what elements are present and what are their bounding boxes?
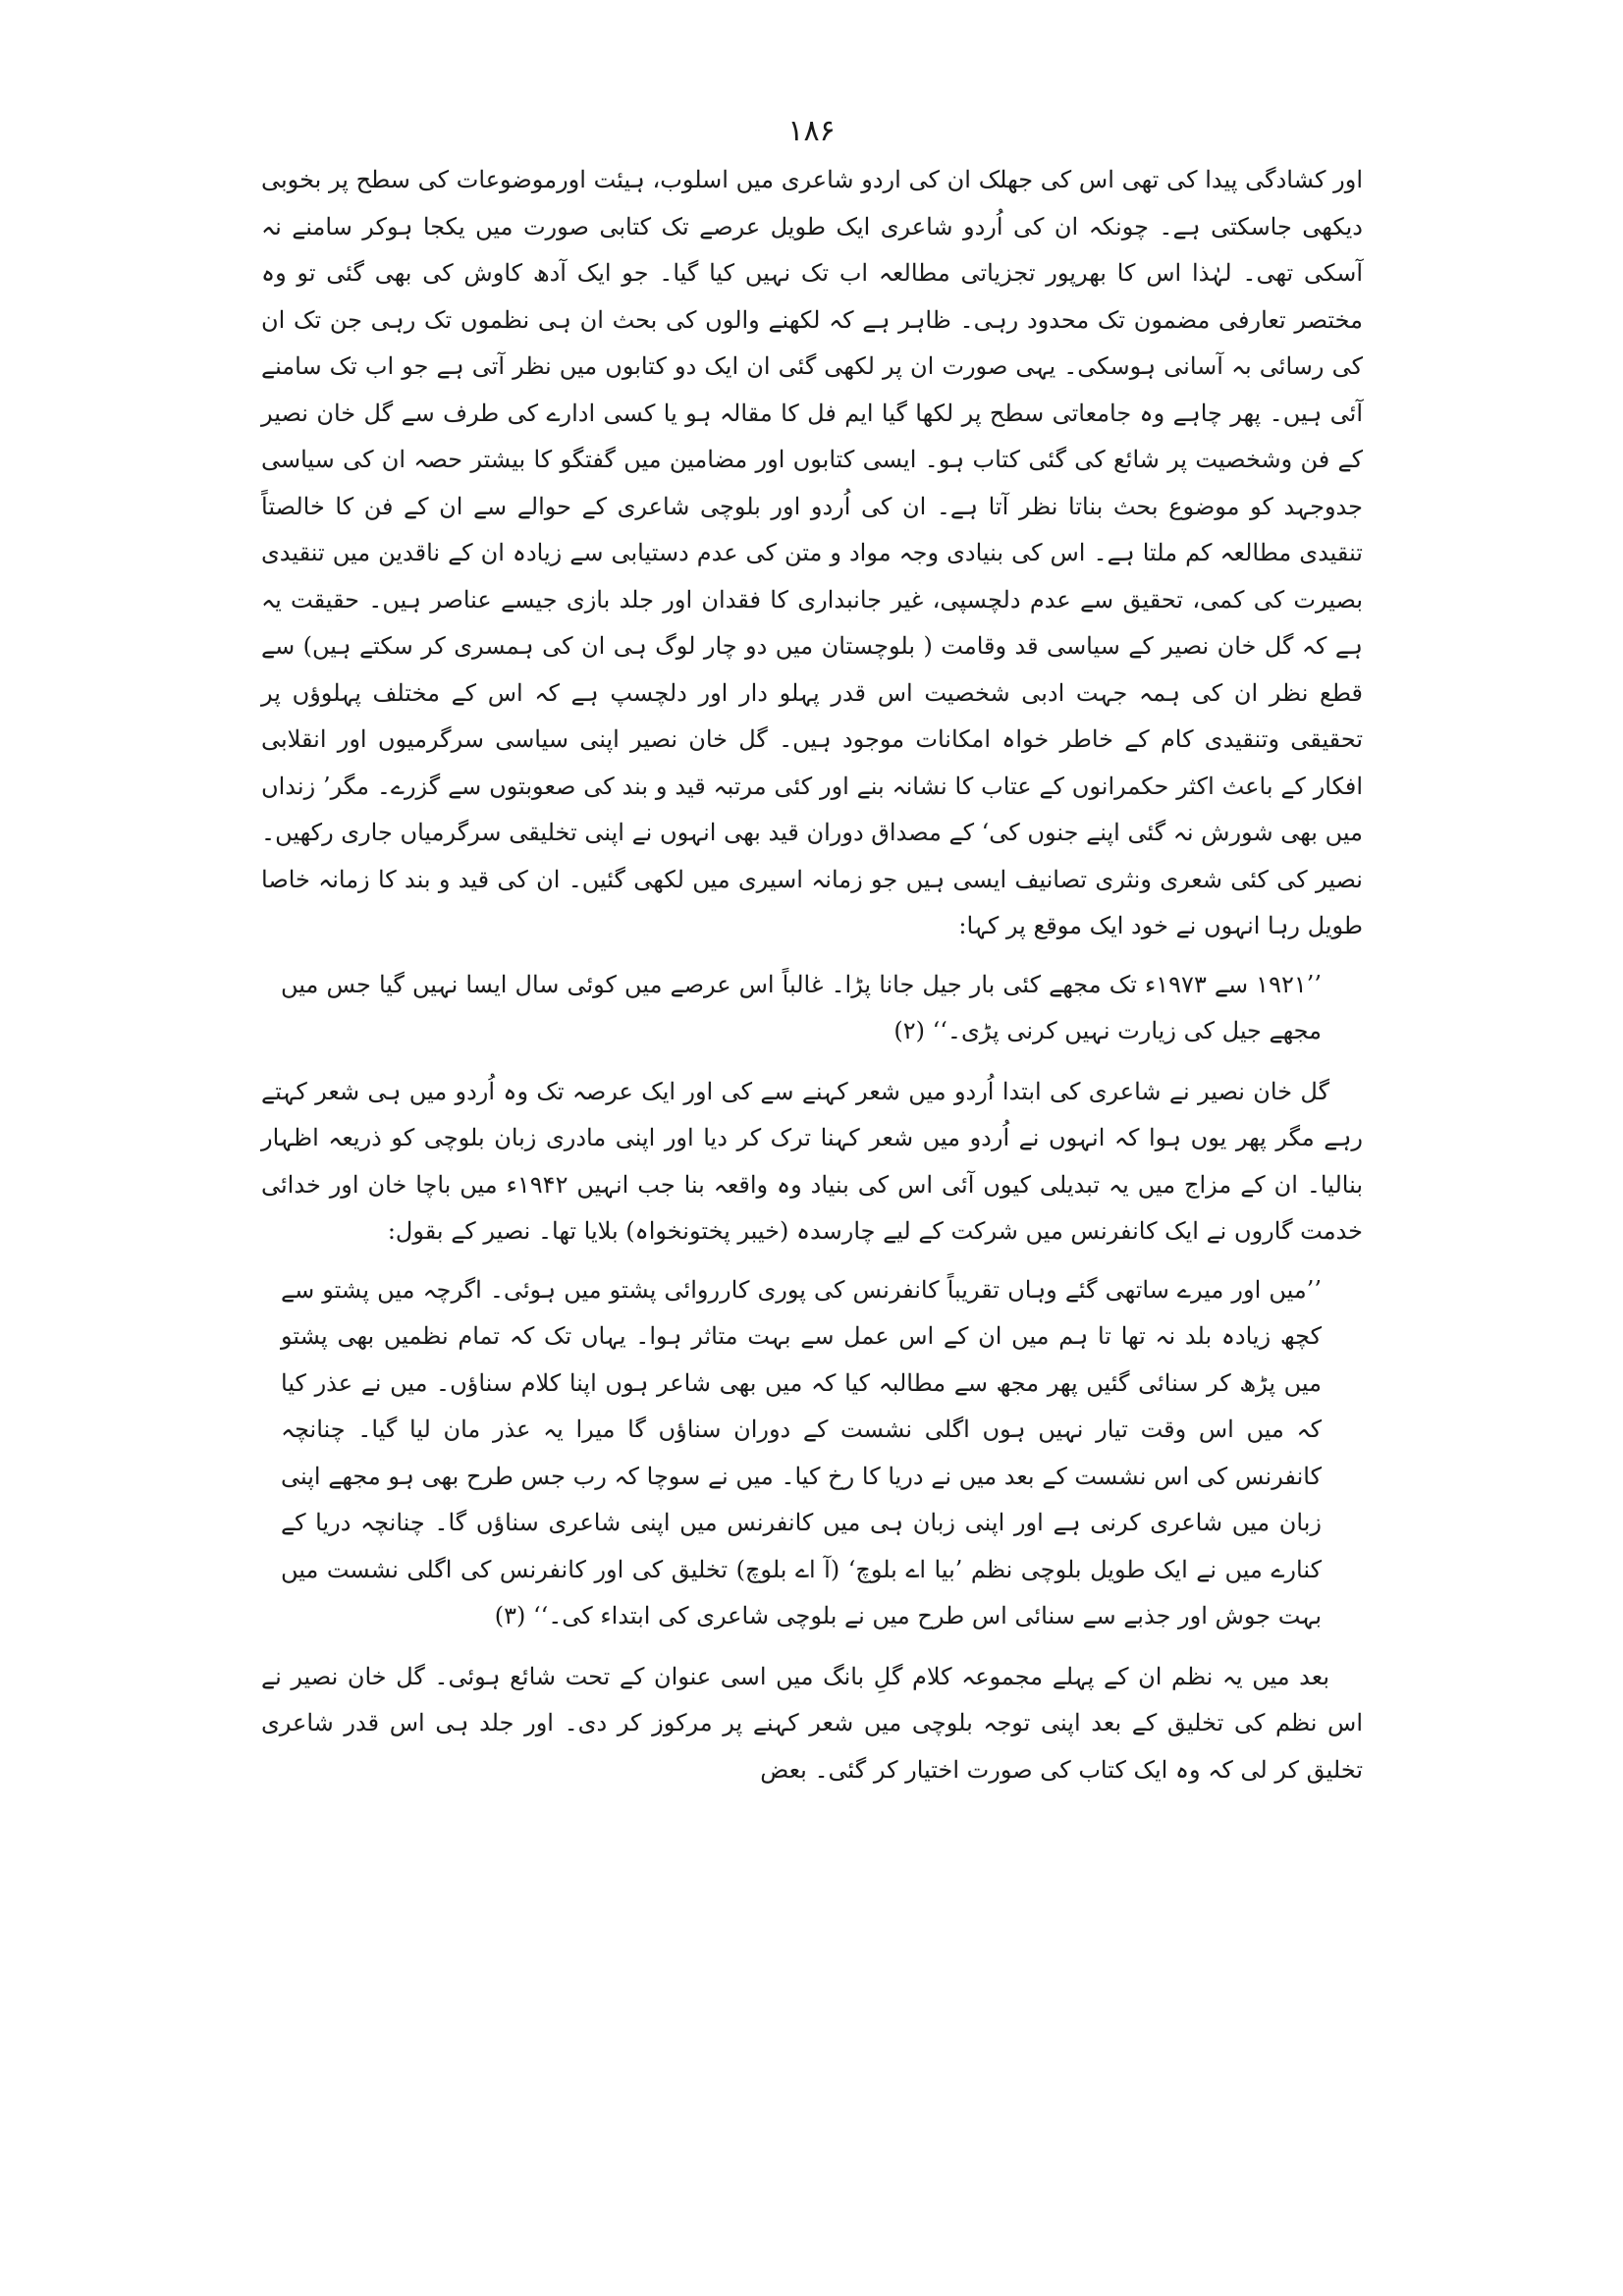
paragraph-intro: اور کشادگی پیدا کی تھی اس کی جھلک ان کی اردو شاعری میں اسلوب، ہیئت اورموضوعات کی سطح پر بخوبی دیکھی جاسکتی ہے۔ چونکہ ان کی اُردو شاعری ایک طویل عرصے تک کتابی صورت میں یکجا ہوکر سامنے نہ آسکی تھی۔ لہٰذا اس کا بھرپور تجزیاتی مطالعہ اب تک نہیں کیا گیا۔ جو ایک آدھ کاوش کی بھی گئی تو وہ مختصر تعارفی مضمون تک محدود رہی۔ ظاہر ہے کہ لکھنے والوں کی بحث ان ہی نظموں تک رہی جن تک ان کی رسائی بہ آسانی ہوسکی۔ یہی صورت ان پر لکھی گئی ان ایک دو کتابوں میں نظر آتی ہے جو اب تک سامنے آئی ہیں۔ پھر چاہے وہ جامعاتی سطح پر لکھا گیا ایم فل کا مقالہ ہو یا کسی ادارے کی طرف سے گل خان نصیر کے فن وشخصیت پر شائع کی گئی کتاب ہو۔ ایسی کتابوں اور مضامین میں گفتگو کا بیشتر حصہ ان کی سیاسی جدوجہد کو موضوع بحث بناتا نظر آتا ہے۔ ان کی اُردو اور بلوچی شاعری کے حوالے سے ان کے فن کا خالصتاً تنقیدی مطالعہ کم ملتا ہے۔ اس کی بنیادی وجہ مواد و متن کی عدم دستیابی سے زیادہ ان کے ناقدین میں تنقیدی بصیرت کی کمی، تحقیق سے عدم دلچسپی، غیر جانبداری کا فقدان اور جلد بازی جیسے عناصر ہیں۔ حقیقت یہ ہے کہ گل خان نصیر کے سیاسی قد وقامت ( بلوچستان میں دو چار لوگ ہی ان کی ہمسری کر سکتے ہیں) سے قطع نظر ان کی ہمہ جہت ادبی شخصیت اس قدر پہلو دار اور دلچسپ ہے کہ اس کے مختلف پہلوؤں پر تحقیقی وتنقیدی کام کے خاطر خواہ امکانات موجود ہیں۔ گل خان نصیر اپنی سیاسی سرگرمیوں اور انقلابی افکار کے باعث اکثر حکمرانوں کے عتاب کا نشانہ بنے اور کئی مرتبہ قید و بند کی صعوبتوں سے گزرے۔ مگر’ زنداں میں بھی شورش نہ گئی اپنے جنوں کی‘ کے مصداق دوران قید بھی انہوں نے اپنی تخلیقی سرگرمیاں جاری رکھیں۔ نصیر کی کئی شعری ونثری تصانیف ایسی ہیں جو زمانہ اسیری میں لکھی گئیں۔ ان کی قید و بند کا زمانہ خاصا طویل رہا انہوں نے خود ایک موقع پر کہا:	[261, 166, 1363, 939]
paragraph-collection: بعد میں یہ نظم ان کے پہلے مجموعہ کلام گلِ بانگ میں اسی عنوان کے تحت شائع ہوئی۔ گل خان نصیر نے اس نظم کی تخلیق کے بعد اپنی توجہ بلوچی میں شعر کہنے پر مرکوز کر دی۔ اور جلد ہی اس قدر شاعری تخلیق کر لی کہ وہ ایک کتاب کی صورت اختیار کر گئی۔ بعض	[261, 1662, 1363, 1784]
paragraph-poetry-beginning: گل خان نصیر نے شاعری کی ابتدا اُردو میں شعر کہنے سے کی اور ایک عرصہ تک وہ اُردو میں ہی شعر کہتے رہے مگر پھر یوں ہوا کہ انہوں نے اُردو میں شعر کہنا ترک کر دیا اور اپنی مادری زبان بلوچی کو ذریعہ اظہار بنالیا۔ ان کے مزاج میں یہ تبدیلی کیوں آئی اس کی بنیاد وہ واقعہ بنا جب انہیں ۱۹۴۲ء میں باچا خان اور خدائی خدمت گاروں نے ایک کانفرنس میں شرکت کے لیے چارسدہ (خیبر پختونخواہ) بلایا تھا۔ نصیر کے بقول:	[261, 1077, 1364, 1245]
page-number: ۱۸۶	[787, 114, 836, 148]
block-quote-conference: ’’میں اور میرے ساتھی گئے وہاں تقریباً کانفرنس کی پوری کارروائی پشتو میں ہوئی۔ اگرچہ میں پشتو سے کچھ زیادہ بلد نہ تھا تا ہم میں ان کے اس عمل سے بہت متاثر ہوا۔ یہاں تک کہ تمام نظمیں بھی پشتو میں پڑھ کر سنائی گئیں پھر مجھ سے مطالبہ کیا کہ میں بھی شاعر ہوں اپنا کلام سناؤں۔ میں نے عذر کیا کہ میں اس وقت تیار نہیں ہوں اگلی نشست کے دوران سناؤں گا میرا یہ عذر مان لیا گیا۔ چنانچہ کانفرنس کی اس نشست کے بعد میں نے دریا کا رخ کیا۔ میں نے سوچا کہ رب جس طرح بھی ہو مجھے اپنی زبان میں شاعری کرنی ہے اور اپنی زبان ہی میں کانفرنس میں اپنی شاعری سناؤں گا۔ چنانچہ دریا کے کنارے میں نے ایک طویل بلوچی نظم ’بیا اے بلوچ‘ (آ اے بلوچ) تخلیق کی اور کانفرنس کی اگلی نشست میں بہت جوش اور جذبے سے سنائی اس طرح میں نے بلوچی شاعری کی ابتداء کی۔‘‘ (۳)	[281, 1275, 1323, 1629]
block-quote-jail: ’’۱۹۲۱ سے ۱۹۷۳ء تک مجھے کئی بار جیل جانا پڑا۔ غالباً اس عرصے میں کوئی سال ایسا نہیں گیا جس میں مجھے جیل کی زیارت نہیں کرنی پڑی۔‘‘ (۲)	[281, 970, 1322, 1044]
body-text	[261, 157, 1363, 1793]
